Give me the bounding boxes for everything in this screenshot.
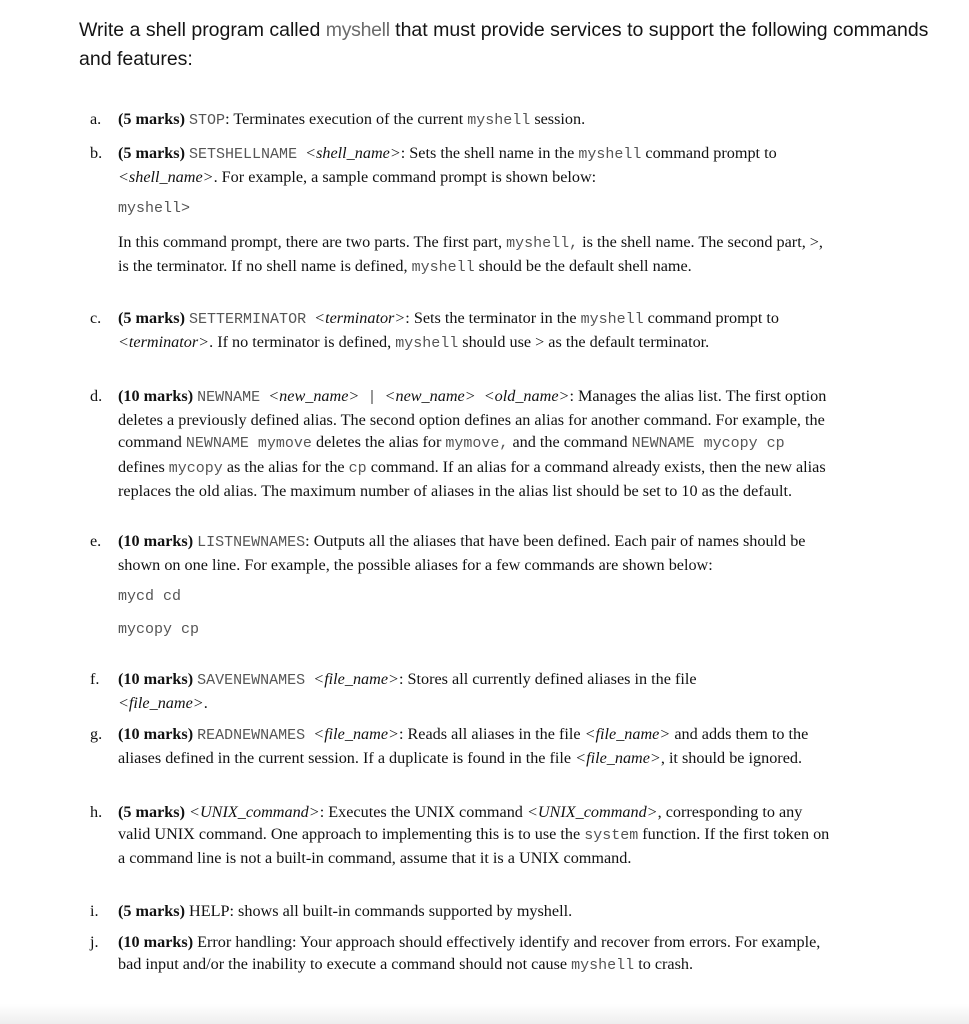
command-name: SETTERMINATOR bbox=[189, 311, 307, 328]
item-text: . For example, a sample command prompt is shown below: bbox=[213, 168, 597, 187]
code-snippet: cp bbox=[348, 459, 367, 477]
item-letter: j. bbox=[90, 933, 99, 951]
item-text: should be the default shell name. bbox=[474, 256, 692, 275]
code-snippet: NEWNAME mycopy cp bbox=[631, 435, 785, 453]
argument: <new_name> bbox=[384, 387, 476, 405]
separator: | bbox=[367, 389, 377, 406]
argument: <file_name> bbox=[118, 694, 204, 713]
requirement-item-f bbox=[90, 668, 830, 714]
item-text: session. bbox=[530, 110, 586, 128]
item-marks: (10 marks) bbox=[118, 532, 194, 550]
item-marks: (5 marks) bbox=[118, 309, 185, 327]
code-snippet: mymove, bbox=[445, 435, 509, 453]
item-letter: d. bbox=[90, 387, 103, 405]
item-text: : Terminates execution of the current bbox=[225, 110, 468, 128]
item-letter: f. bbox=[90, 670, 100, 688]
program-name: myshell bbox=[571, 957, 635, 975]
requirement-item-c bbox=[90, 307, 830, 355]
item-text: command. If an alias for a command already exists, then the new alias replaces the old alias. The maximum number of aliases in the alias list should be set to 10 as the default. bbox=[118, 457, 826, 500]
example-prompt: myshell> bbox=[118, 200, 191, 218]
command-name: SETSHELLNAME bbox=[189, 146, 298, 163]
item-text: to crash. bbox=[634, 955, 694, 974]
program-name: myshell bbox=[580, 311, 644, 328]
requirement-item-g bbox=[90, 723, 830, 769]
item-text: should use > as the default terminator. bbox=[458, 333, 710, 352]
argument: <UNIX_command> bbox=[526, 803, 658, 821]
example-alias: mycopy cp bbox=[118, 620, 200, 638]
item-text: : Reads all aliases in the file bbox=[398, 725, 585, 743]
item-text: . If no terminator is defined, bbox=[209, 333, 396, 352]
requirement-item-b bbox=[90, 142, 830, 279]
item-text: : Executes the UNIX command bbox=[319, 803, 527, 821]
item-marks: (10 marks) bbox=[118, 670, 194, 688]
item-marks: (10 marks) bbox=[118, 933, 194, 951]
item-text: In this command prompt, there are two parts. The first part, bbox=[118, 232, 507, 251]
item-letter: c. bbox=[90, 309, 102, 327]
argument: <shell_name> bbox=[118, 168, 214, 187]
argument: <file_name> bbox=[575, 749, 661, 768]
intro-text-before: Write a shell program called bbox=[79, 19, 326, 41]
intro-program-name: myshell bbox=[325, 19, 390, 41]
item-marks: (5 marks) bbox=[118, 803, 185, 821]
item-letter: b. bbox=[90, 144, 103, 162]
requirement-item-d bbox=[90, 385, 830, 502]
item-marks: (5 marks) bbox=[118, 110, 185, 128]
program-name: myshell bbox=[395, 335, 459, 353]
item-text: and the command bbox=[508, 433, 632, 452]
item-text: : Sets the shell name in the bbox=[400, 144, 579, 162]
intro-text-after: that must provide services to support the following commands and features: bbox=[79, 19, 929, 70]
argument: <file_name> bbox=[313, 725, 399, 743]
item-text: . bbox=[203, 694, 208, 713]
argument: <file_name> bbox=[584, 725, 671, 743]
command-name: NEWNAME bbox=[197, 389, 261, 406]
page-bottom-edge bbox=[0, 1004, 969, 1024]
argument: <new_name> bbox=[268, 387, 360, 405]
code-snippet: NEWNAME mymove bbox=[185, 435, 312, 453]
item-text: as the alias for the bbox=[222, 457, 349, 476]
item-letter: e. bbox=[90, 532, 102, 550]
example-alias: mycd cd bbox=[118, 588, 182, 606]
item-text: : Sets the terminator in the bbox=[405, 309, 581, 327]
requirement-item-j bbox=[90, 931, 830, 977]
program-name: myshell, bbox=[506, 234, 579, 252]
command-name: READNEWNAMES bbox=[197, 727, 306, 744]
argument: <old_name> bbox=[483, 387, 570, 405]
requirement-item-e bbox=[90, 530, 830, 641]
item-marks: (5 marks) bbox=[118, 144, 185, 162]
item-text: HELP: shows all built-in commands supported by myshell. bbox=[185, 902, 573, 920]
requirement-item-a bbox=[90, 108, 830, 132]
item-text: : Manages the alias list. The first option deletes a previously defined alias. The second option defines an alias for another command. For example, the command bbox=[118, 387, 827, 452]
item-letter: i. bbox=[90, 902, 99, 920]
item-marks: (5 marks) bbox=[118, 902, 185, 920]
item-text: Error handling: Your approach should effectively identify and recover from errors. For example, bad input and/or the inability to execute a command should not cause bbox=[118, 933, 821, 974]
assignment-intro bbox=[79, 16, 939, 74]
item-marks: (10 marks) bbox=[118, 387, 194, 405]
item-letter: h. bbox=[90, 803, 103, 821]
argument: <shell_name> bbox=[305, 144, 401, 162]
item-text: and adds them to the aliases defined in the current session. If a duplicate is found in the file bbox=[118, 725, 809, 768]
item-text: : Stores all currently defined aliases in the file bbox=[398, 670, 697, 688]
program-name: myshell bbox=[578, 146, 642, 163]
code-snippet: mycopy bbox=[168, 459, 223, 477]
code-snippet: system bbox=[584, 827, 639, 845]
item-text: , it should be ignored. bbox=[660, 749, 803, 768]
command-name: LISTNEWNAMES bbox=[197, 534, 306, 551]
item-text: is the shell name. The second part, >, is the terminator. If no shell name is defined, bbox=[118, 232, 823, 275]
item-text: , corresponding to any valid UNIX command. One approach to implementing this is to use the bbox=[118, 803, 803, 844]
argument: <file_name> bbox=[313, 670, 399, 688]
item-letter: g. bbox=[90, 725, 103, 743]
program-name: myshell bbox=[467, 112, 531, 129]
command-name: STOP bbox=[189, 112, 226, 129]
argument: <terminator> bbox=[314, 309, 406, 327]
item-text: command prompt to bbox=[641, 144, 777, 162]
program-name: myshell bbox=[411, 258, 475, 276]
command-name: SAVENEWNAMES bbox=[197, 672, 306, 689]
requirement-item-h bbox=[90, 801, 830, 870]
item-text: : Outputs all the aliases that have been defined. Each pair of names should be shown on one line. For example, the possible aliases for a few commands are shown below: bbox=[118, 532, 806, 575]
item-text: defines bbox=[118, 457, 169, 476]
item-text: deletes the alias for bbox=[311, 433, 446, 452]
argument: <terminator> bbox=[118, 333, 210, 352]
item-text: command prompt to bbox=[643, 309, 779, 327]
requirement-item-i bbox=[90, 900, 830, 922]
item-marks: (10 marks) bbox=[118, 725, 194, 743]
argument: <UNIX_command> bbox=[189, 803, 320, 821]
item-text: function. If the first token on a command line is not a built-in command, assume that it is a UNIX command. bbox=[118, 825, 830, 868]
item-letter: a. bbox=[90, 110, 102, 128]
